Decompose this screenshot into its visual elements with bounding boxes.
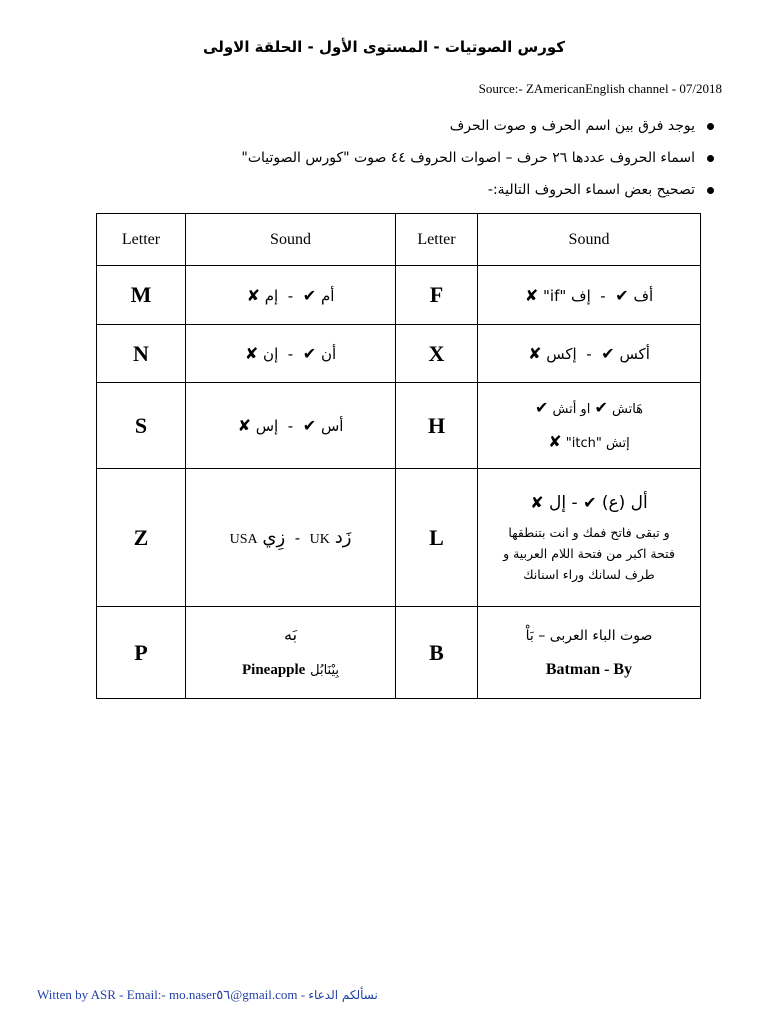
header-sound-right: Sound [478,214,701,266]
wrong-sound: إن [263,345,279,363]
example-word: Batman - By [545,660,633,678]
sound-cell [186,325,396,383]
correct-sound: أس [320,417,344,435]
example-word-arabic: بِيْنَابُل [310,662,339,678]
bullet-text: يوجد فرق بين اسم الحرف و صوت الحرف [449,118,695,134]
check-icon: ✔ [302,416,317,435]
letter-cell: F [396,266,478,325]
separator: - [287,286,294,305]
arabic-sound: بَه [283,624,298,644]
bullet-item [450,118,714,134]
separator: - [600,286,606,305]
separator: - [294,529,301,547]
bullet-text: اسماء الحروف عددها ٢٦ حرف – اصوات الحروف ٤٤ صوت "كورس الصوتيات" [241,150,695,166]
correct-sound: أم [320,286,335,305]
check-icon: ✔ [601,344,615,363]
wrong-sound: إس [255,417,279,435]
correct-sound: أف [633,286,654,305]
sound-cell [478,383,701,469]
cross-icon: ✘ [246,285,260,305]
separator: - [586,345,592,363]
sound-cell [478,325,701,383]
cross-icon: ✘ [237,416,251,435]
footer-dua: نسألكم الدعاء [308,988,378,1002]
check-icon: ✔ [302,344,317,363]
wrong-sound: - إل [549,493,578,513]
cross-icon: ✘ [548,431,562,451]
bullet-dot-icon [707,155,714,162]
cross-icon: ✘ [528,344,542,363]
letter-cell: L [396,469,478,607]
check-icon: ✔ [534,397,549,417]
letter-cell: H [396,383,478,469]
letter-cell: N [97,325,186,383]
sound-cell [186,607,396,699]
sound-cell [478,266,701,325]
bullet-item [241,150,714,166]
separator: - [287,345,294,363]
bullet-item [488,182,714,198]
cross-icon: ✘ [524,285,539,305]
header-letter-left: Letter [97,214,186,266]
letter-cell: Z [97,469,186,607]
wrong-sound: إكس [546,345,577,363]
cross-icon: ✘ [244,344,259,363]
sound-cell [186,266,396,325]
header-letter-right: Letter [396,214,478,266]
wrong-sound: إم [264,286,279,305]
bullet-dot-icon [707,187,714,194]
sound-cell [186,383,396,469]
table-row [97,325,701,383]
correct-sound: أل (ع) [601,493,648,513]
check-icon: ✔ [583,493,597,512]
sound-cell [478,607,701,699]
check-icon: ✔ [594,397,608,417]
footer-credit [37,987,378,1003]
bullet-dot-icon [707,123,714,130]
source-line: Source:- ZAmericanEnglish channel - 07/2018 [478,81,722,96]
letter-cell: S [97,383,186,469]
check-icon: ✔ [615,285,629,305]
letter-cell: B [396,607,478,699]
footer-credit-text: Witten by ASR - Email:- mo.naser٥٦@gmail.com - [37,987,306,1002]
correct-sound: أكس [619,345,650,363]
wrong-sound: إتش "itch" [565,435,630,451]
correct-sound: أن [320,345,337,363]
example-word: Pineapple [241,661,306,678]
correct-sound-alt: او أتش [552,401,591,417]
letters-table [96,213,701,699]
table-row [97,383,701,469]
sound-line [478,490,700,516]
sound-cell [478,469,701,607]
sound-line [478,395,700,423]
letter-cell: P [97,607,186,699]
separator: - [287,417,294,435]
uk-sound: زَد [334,527,352,548]
letter-cell: X [396,325,478,383]
bullet-text: تصحيح بعض اسماء الحروف التالية:- [487,182,695,198]
description-line: طرف لسانك وراء اسنانك [523,567,655,582]
table-row [97,607,701,699]
page-title: كورس الصوتيات - المستوى الأول - الحلقة الاولى [203,38,565,56]
sound-cell [186,469,396,607]
correct-sound: هَاتش [612,401,644,417]
example-line [186,656,395,684]
table-row [97,266,701,325]
uk-label: UK [309,532,330,547]
description-line: و تبقى فاتح فمك و انت بتنطقها [508,525,670,540]
arabic-sound: صوت الباء العربى – بَاْ [525,627,653,644]
check-icon: ✔ [302,285,317,305]
header-sound-left: Sound [186,214,396,266]
sound-line [478,429,700,457]
description-line: فتحة اكبر من فتحة اللام العربية و [503,546,675,561]
usa-sound: زِي [262,527,286,548]
table-header-row [97,214,701,266]
letter-cell: M [97,266,186,325]
wrong-sound: إف "if" [543,286,591,305]
table-row [97,469,701,607]
usa-label: USA [229,532,258,547]
cross-icon: ✘ [530,493,544,512]
